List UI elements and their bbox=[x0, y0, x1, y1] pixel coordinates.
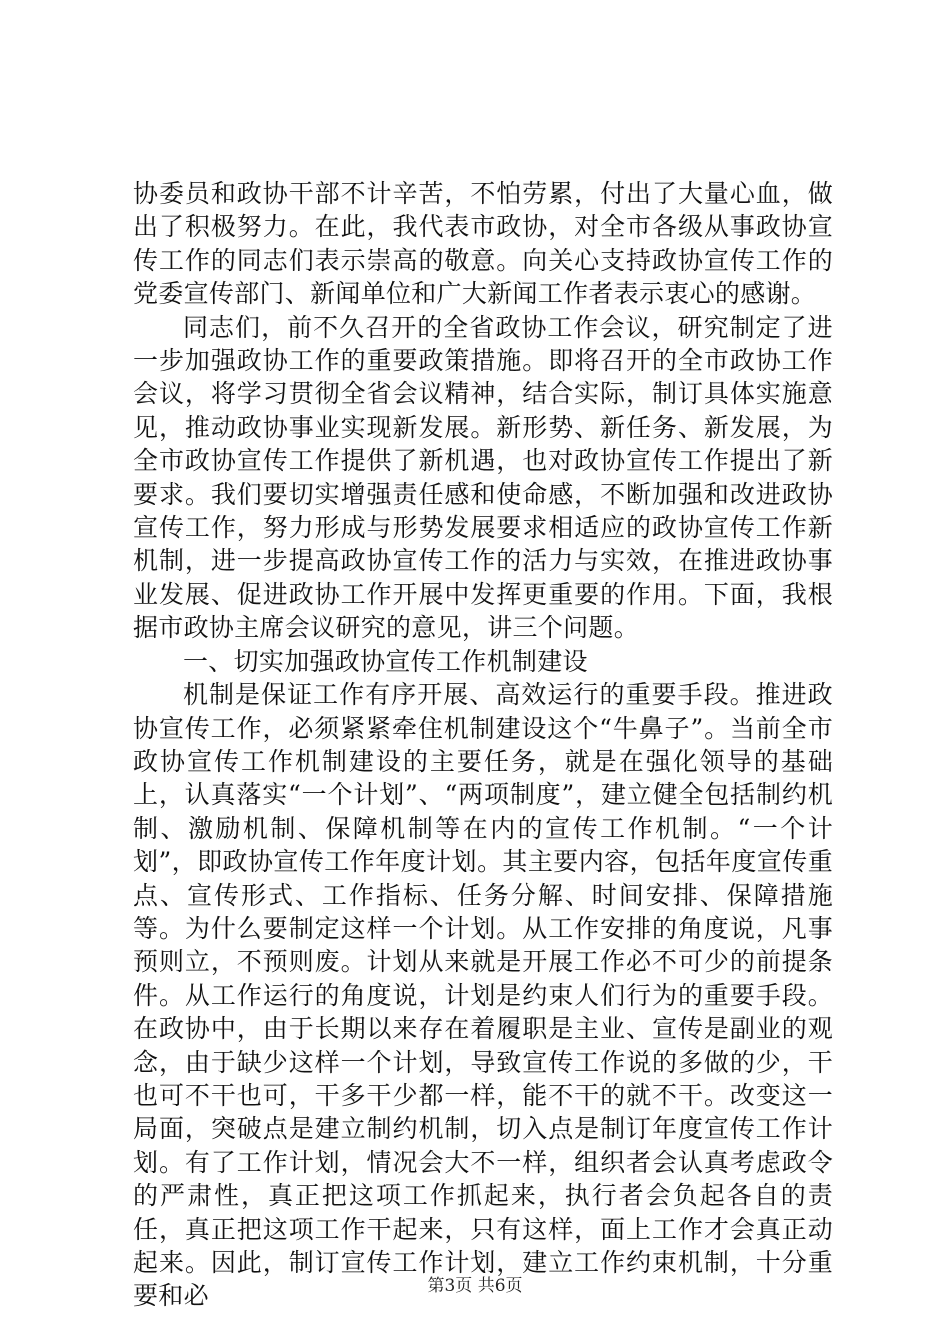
paragraph-continuation: 协委员和政协干部不计辛苦，不怕劳累，付出了大量心血，做出了积极努力。在此，我代表市政协，对全市各级从事政协宣传工作的同志们表示崇高的敬意。向关心支持政协宣传工作的党委宣传部门、新闻单位和广大新闻工作者表示衷心的感谢。 bbox=[133, 179, 833, 309]
section-heading: 一、切实加强政协宣传工作机制建设 bbox=[183, 646, 588, 676]
paragraph-mechanism: 机制是保证工作有序开展、高效运行的重要手段。推进政协宣传工作，必须紧紧牵住机制建设这个“牛鼻子”。当前全市政协宣传工作机制建设的主要任务，就是在强化领导的基础上，认真落实“一个计划”、“两项制度”，建立健全包括制约机制、激励机制、保障机制等在内的宣传工作机制。“一个计划”，即政协宣传工作年度计划。其主要内容，包括年度宣传重点、宣传形式、工作指标、任务分解、时间安排、保障措施等。为什么要制定这样一个计划。从工作安排的角度说，凡事预则立，不预则废。计划从来就是开展工作必不可少的前提条件。从工作运行的角度说，计划是约束人们行为的重要手段。在政协中，由于长期以来存在着履职是主业、宣传是副业的观念，由于缺少这样一个计划，导致宣传工作说的多做的少，干也可不干也可，干多干少都一样，能不干的就不干。改变这一局面，突破点是建立制约机制，切入点是制订年度宣传工作计划。有了工作计划，情况会大不一样，组织者会认真考虑政令的严肃性，真正把这项工作抓起来，执行者会负起各自的责任，真正把这项工作干起来，只有这样，面上工作才会真正动起来。因此，制订宣传工作计划，建立工作约束机制，十分重要和必 bbox=[133, 680, 833, 1311]
page-footer: 第3页 共6页 bbox=[427, 1276, 523, 1296]
document-body bbox=[133, 177, 833, 1313]
paragraph-introduction: 同志们，前不久召开的全省政协工作会议，研究制定了进一步加强政协工作的重要政策措施。即将召开的全市政协工作会议，将学习贯彻全省会议精神，结合实际，制订具体实施意见，推动政协事业实现新发展。新形势、新任务、新发展，为全市政协宣传工作提供了新机遇，也对政协宣传工作提出了新要求。我们要切实增强责任感和使命感，不断加强和改进政协宣传工作，努力形成与形势发展要求相适应的政协宣传工作新机制，进一步提高政协宣传工作的活力与实效，在推进政协事业发展、促进政协工作开展中发挥更重要的作用。下面，我根据市政协主席会议研究的意见，讲三个问题。 bbox=[133, 312, 833, 643]
